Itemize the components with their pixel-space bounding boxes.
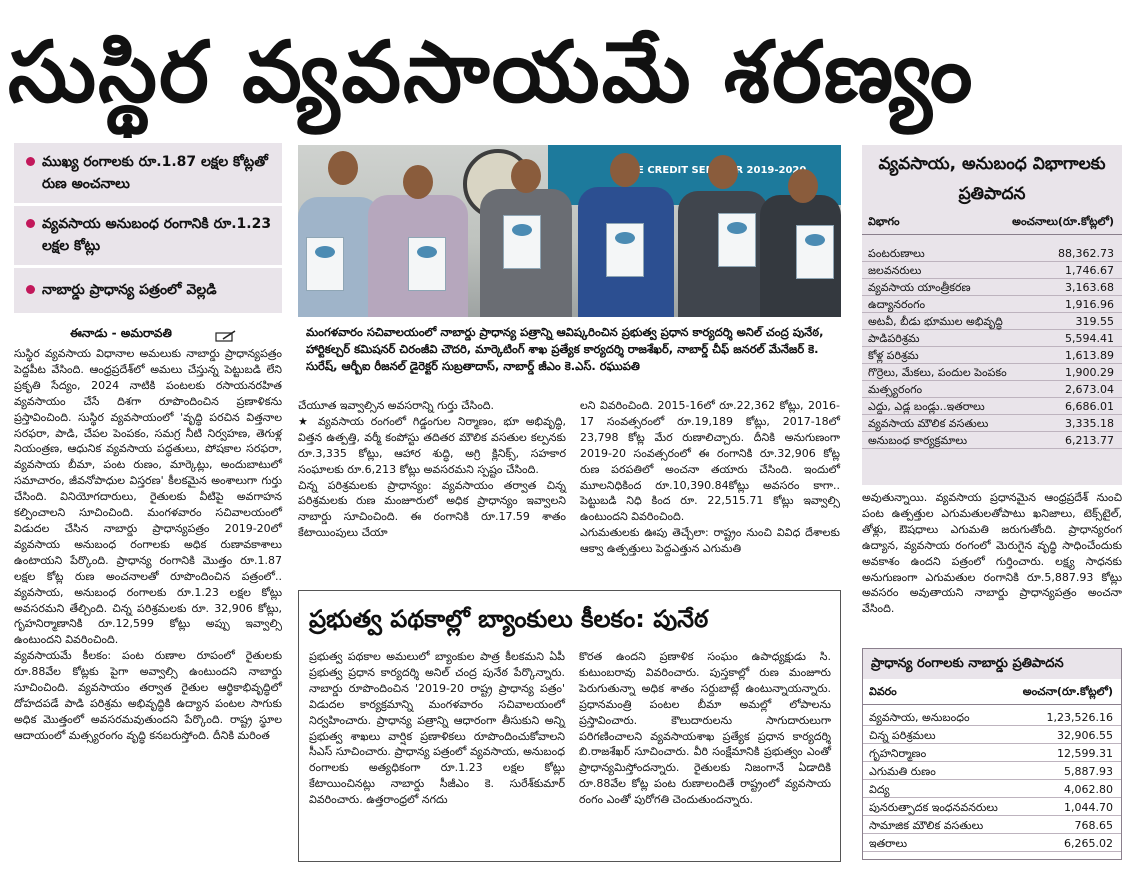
person-head (610, 153, 640, 187)
person-head (708, 155, 738, 189)
table-cell: వ్యవసాయ మౌలిక వసతులు (868, 417, 989, 430)
highlight-item-1 (14, 145, 282, 201)
table-title: ప్రాధాన్య రంగాలకు నాబార్డు ప్రతిపాదన (863, 649, 1121, 679)
table-cell: అటవీ, బీడు భూముల అభివృద్ధి (868, 315, 1003, 328)
table-cell: 5,594.41 (1065, 332, 1114, 345)
table-cell: గొర్రెలు, మేకలు, పందుల పెంపకం (868, 366, 1007, 379)
highlight-item-3 (14, 273, 282, 307)
table-cell: వ్యవసాయ, అనుబంధం (869, 711, 970, 724)
person-head (403, 165, 433, 199)
bullet-icon (26, 157, 35, 166)
table-header-cell: అంచనాలు(రూ.కోట్లలో) (1012, 215, 1114, 228)
table-header-cell: అంచనా(రూ.కోట్లలో) (1022, 685, 1113, 698)
table-cell: 1,613.89 (1065, 349, 1114, 362)
table-row (862, 245, 1122, 262)
article-paragraph: అవుతున్నాయి. వ్యవసాయ ప్రధానమైన ఆంధ్రప్రదేశ్ నుంచి పంట ఉత్పత్తుల ఎగుమతులతోపాటు ఖనిజాలు, టెక్స్‌టైల్, తోళ్లు, ఔషధాలు ఎగుమతి జరుగుతోంది. ప్రాధాన్యరంగ ఉద్యాన, వ్యవసాయ రంగంలో మెరుగైన వృద్ధి సాధించేందుకు అవకాశం ఉందని పత్రంలో గుర్తించారు. లక్ష్య సాధనకు అనుగుణంగా ఎగుమతుల రంగానికి రూ.5,887.93 కోట్లు అవసరం అవుతాయని నాబార్డు ప్రాధాన్యపత్రం అంచనా వేసింది. (862, 491, 1122, 616)
table-cell: చిన్న పరిశ్రమలు (869, 729, 936, 742)
table-row (862, 296, 1122, 313)
report-booklet (408, 237, 446, 291)
allied-sectors-table-box (862, 145, 1122, 485)
table-header (862, 213, 1122, 235)
table-title: వ్యవసాయ, అనుబంధ విభాగాలకు ప్రతిపాదన (878, 154, 1106, 204)
table-cell: 319.55 (1075, 315, 1114, 328)
table-cell: 768.65 (1074, 819, 1113, 832)
table-cell: ఇతరాలు (869, 837, 908, 850)
table-row (863, 781, 1121, 798)
table-cell: 1,746.67 (1065, 264, 1114, 277)
table-cell: ఉద్యానరంగం (868, 298, 926, 311)
table-cell: అనుబంధ కార్యక్రమాలు (868, 434, 968, 447)
table-cell: 6,265.02 (1064, 837, 1113, 850)
table-cell: ఎద్దు, ఎడ్ల బండ్లు..ఇతరాలు (868, 400, 985, 413)
table-row (862, 381, 1122, 398)
article-paragraph: లని వివరించింది. 2015-16లో రూ.22,362 కోట్లు, 2016-17 సంవత్సరంలో రూ.19,189 కోట్లు, 2017-18లో 23,798 కోట్ల మేర రుణాలిచ్చారు. దీనికి అనుగుణంగా 2019-20 సంవత్సరంలో ఈ రంగానికి రూ.32,906 కోట్ల రుణ పరపతిలో అంచనా తయారు చేసింది. ఇందులో మూలనిధికింద రూ.10,390.84కోట్లు అవసరం కాగా.. పెట్టుబడి నిధి కింద రూ. 22,515.71 కోట్లు ఇవ్వాల్సి ఉంటుందని వివరించింది. (580, 399, 840, 524)
table-cell: 2,673.04 (1065, 383, 1114, 396)
photo-banner-text: CREDIT 2019-2020 (647, 165, 807, 176)
table-cell: ఎగుమతి రుణం (869, 765, 936, 778)
article-column-3 (580, 398, 840, 557)
table-cell: 1,23,526.16 (1046, 711, 1113, 724)
person-head (788, 169, 818, 203)
table-row (862, 330, 1122, 347)
table-cell: 5,887.93 (1064, 765, 1113, 778)
sub-story-headline: ప్రభుత్వ పథకాల్లో బ్యాంకులు కీలకం: పునేఠ (309, 605, 709, 633)
table-cell: 3,163.68 (1065, 281, 1114, 294)
table-cell: మత్స్యరంగం (868, 383, 923, 396)
table-row (862, 347, 1122, 364)
article-paragraph: ★ వ్యవసాయ రంగంలో గిడ్డంగుల నిర్మాణం, భూ అభివృద్ధి, విత్తన ఉత్పత్తి, వర్మీ కంపోస్టు తదితర మౌలిక వసతుల కల్పనకు రూ.3,335 కోట్లు, ఆహార శుద్ధి, అగ్రి క్లినిక్స్, సహకార సంఘాలకు రూ.6,213 కోట్లు అవసరమని స్పష్టం చేసింది. (298, 414, 566, 476)
table-row (863, 799, 1121, 816)
report-booklet (718, 213, 756, 267)
sub-story-column-1 (309, 649, 565, 808)
table-cell: సామాజిక మౌలిక వసతులు (869, 819, 984, 832)
dateline: ఈనాడు - అమరావతి (70, 326, 172, 340)
bullet-icon (26, 285, 35, 294)
table-row (862, 398, 1122, 415)
photo-caption: మంగళవారం సచివాలయంలో నాబార్డు ప్రాధాన్య పత్రాన్ని ఆవిష్కరించిన ప్రభుత్వ ప్రధాన కార్యదర్శి అనిల్ చంద్ర పునేఠ, హార్టికల్చర్ కమిషనర్ చిరంజీవి చౌదరి, మార్కెటింగ్ శాఖ ప్రత్యేక కార్యదర్శి రాజశేఖర్, నాబార్డ్ చీఫ్ జనరల్ మేనేజర్ కె. సురేష్, ఆర్బీఐ రీజనల్ డైరెక్టర్ సుబ్రతాదాస్, నాబార్డ్ జీఎం కె.ఎస్. రఘుపతి (306, 325, 824, 373)
table-cell: జలవనరులు (868, 264, 922, 277)
article-column-1 (14, 346, 282, 744)
table-cell: 88,362.73 (1058, 247, 1114, 260)
table-row (863, 709, 1121, 726)
table-cell: విద్య (869, 783, 890, 796)
report-booklet (796, 225, 834, 279)
table-row (862, 262, 1122, 279)
table-row (863, 835, 1121, 852)
table-header-cell: వివరం (869, 685, 897, 698)
person-head (328, 151, 358, 185)
pen-icon (215, 330, 237, 344)
highlight-item-2 (14, 207, 282, 263)
highlight-divider (14, 265, 282, 268)
table-row (862, 279, 1122, 296)
table-cell: పునరుత్పాదక ఇంధనవనరులు (869, 801, 998, 814)
article-paragraph: సుస్థిర వ్యవసాయ విధానాల అమలుకు నాబార్డు ప్రాధాన్యపత్రం పెద్దపీట వేసింది. ఆంధ్రప్రదేశ్‌లో అమలు చేస్తున్న పెట్టుబడి లేని ప్రకృతి సేద్యం, 2024 నాటికి పంటలకు రసాయనరహిత వ్యవసాయం చేసే దిశగా రూపొందించిన ప్రణాళికను ప్రస్తావించింది. సుస్థిర వ్యవసాయంలో 'వృద్ధి పరచిన విత్తనాల సరఫరా, పాడి, చేపల పెంపకం, సమగ్ర నీటి నిర్వహణ, తెగుళ్ల నియంత్రణ, ఆధునిక వ్యవసాయ పద్ధతులు, పోషకాల సరఫరా, వ్యవసాయ బీమా, పంట రుణం, మార్కెట్లు, అందుబాటులో సమాచారం, జీవనోపాధుల విస్తరణ' కీలకమైన అంశాలుగా గుర్తు చేసింది. వినియోగదారులు, రైతులకు వీటిపై అవగాహన కల్పించాలని సూచించింది. మంగళవారం సచివాలయంలో విడుదల చేసిన నాబార్డు ప్రాధాన్యపత్రం 2019-20లో వ్యవసాయ అనుబంధ రంగాలకు అధిక రుణావకాశాలు ఉంటాయని పేర్కొంది. ప్రాధాన్య రంగానికి మొత్తం రూ.1.87 లక్షల కోట్ల రుణ అంచనాలతో రూపొందించిన పత్రంలో.. వ్యవసాయ, అనుబంధ రంగాలకు రూ.1.23 లక్షల కోట్లు అవసరమని తేల్చింది. చిన్న పరిశ్రమలకు రూ. 32,906 కోట్లు, గృహనిర్మాణానికి రూ.12,599 కోట్లు అప్పు ఇవ్వాల్సి ఉంటుందని వివరించింది. (14, 347, 282, 647)
table-row (862, 364, 1122, 381)
report-booklet (306, 237, 344, 291)
table-cell: 4,062.80 (1064, 783, 1113, 796)
sub-story-box (298, 590, 841, 862)
table-cell: 3,335.18 (1065, 417, 1114, 430)
article-column-4 (862, 490, 1122, 617)
article-paragraph: చిన్న పరిశ్రమలకు ప్రాధాన్యం: వ్యవసాయం తర్వాత చిన్న పరిశ్రమలకు రుణ మంజూరులో అధిక ప్రాధాన్యం ఇవ్వాలని నాబార్డు సూచించింది. ఈ రంగానికి రూ.17.59 శాతం కేటాయింపులు చేయా (298, 478, 566, 540)
article-paragraph: చేయూత ఇవ్వాల్సిన అవసరాన్ని గుర్తు చేసింది. (298, 399, 495, 412)
table-cell: పాడిపరిశ్రమ (868, 332, 920, 345)
highlight-text-3: నాబార్డు ప్రాధాన్య పత్రంలో వెల్లడి (42, 282, 217, 298)
highlights-box (14, 143, 282, 313)
table-cell: 12,599.31 (1057, 747, 1113, 760)
highlight-text-2: వ్యవసాయ అనుబంధ రంగానికి రూ.1.23 లక్షల కోట్లు (42, 216, 272, 254)
table-row (862, 313, 1122, 330)
table-cell: వ్యవసాయ యాంత్రీకరణ (868, 281, 971, 294)
report-booklet (503, 215, 541, 269)
headline: సుస్థిర వ్యవసాయమే శరణ్యం (8, 23, 975, 121)
table-cell: పంటరుణాలు (868, 247, 925, 260)
sub-story-column-2 (579, 649, 831, 808)
highlight-text-1: ముఖ్య రంగాలకు రూ.1.87 లక్షల కోట్లతో రుణ అంచనాలు (42, 154, 268, 192)
table-row (863, 727, 1121, 744)
table-cell: 1,044.70 (1064, 801, 1113, 814)
table-cell: 1,900.29 (1065, 366, 1114, 379)
table-cell: 1,916.96 (1065, 298, 1114, 311)
article-paragraph: వ్యవసాయమే కీలకం: పంట రుణాల రూపంలో రైతులకు రూ.88వేల కోట్లకు పైగా అవ్వాల్సి ఉంటుందని నాబార్డు సూచించింది. వ్యవసాయం తర్వాత రైతుల ఆర్థికాభివృద్ధిలో దోహదపడే పాడి పరిశ్రమ అభివృద్ధికి ఉద్యాన పంటల సాగుకు అధిక మొత్తంలో అవసరమవుతుందని పేర్కొంది. రాష్ట్ర స్థూల ఆదాయంలో మత్స్యరంగం వృద్ధి కనబరుస్తోంది. దీనికి మరింత (14, 649, 282, 742)
bullet-icon (26, 219, 35, 228)
article-paragraph: ప్రభుత్వ పథకాల అమలులో బ్యాంకుల పాత్ర కీలకమని ఏపీ ప్రభుత్వ ప్రధాన కార్యదర్శి అనిల్ చంద్ర పునేఠ పేర్కొన్నారు. నాబార్డు రూపొందించిన '2019-20 రాష్ట్ర ప్రాధాన్య పత్రం' విడుదల కార్యక్రమాన్ని మంగళవారం సచివాలయంలో నిర్వహించారు. ప్రాధాన్య పత్రాన్ని ఆధారంగా తీసుకుని అన్ని ప్రభుత్వ శాఖలు వార్షిక ప్రణాళికలు రూపొందించుకోవాలని సీఎస్ సూచించారు. ప్రాధాన్య పత్రంలో వ్యవసాయ, అనుబంధ రంగాలకు అత్యధికంగా రూ.1.23 లక్షల కోట్లు కేటాయించినట్లు నాబార్డు సీజీఎం కె. సురేశ్‌కుమార్ వివరించారు. ఉత్తరాంధ్రలో నగదు (309, 650, 565, 807)
article-paragraph: ఎగుమతులకు ఊపు తెచ్చేలా: రాష్ట్రం నుంచి వివిధ దేశాలకు ఆక్వా ఉత్పత్తులు పెద్దఎత్తున ఎగుమతి (580, 526, 840, 556)
table-row (863, 745, 1121, 762)
table-row (863, 817, 1121, 834)
article-column-2 (298, 398, 566, 541)
table-cell: కోళ్ల పరిశ్రమ (868, 349, 919, 362)
table-header (863, 683, 1121, 705)
table-row (862, 415, 1122, 432)
article-paragraph: కొరత ఉందని ప్రణాళిక సంఘం ఉపాధ్యక్షుడు సి. కుటుంబరావు వివరించారు. పుస్తకాల్లో రుణ మంజూరు పెరుగుతున్నా అధిక శాతం సర్దుబాట్లే ఉంటున్నాయన్నారు. ప్రధానమంత్రి పంటల బీమా అమల్లో లోపాలను ప్రస్తావించారు. కౌలుదారులను సాగుదారులుగా పరిగణించాలని వ్యవసాయశాఖ ప్రత్యేక ప్రధాన కార్యదర్శి బి.రాజశేఖర్ సూచించారు. వీరి సంక్షేమానికి ప్రభుత్వం ఎంతో ప్రాధాన్యమిస్తోందన్నారు. రైతులకు నిజంగానే ఏడాదికి రూ.88వేల కోట్ల పంట రుణాలందితే రాష్ట్రంలో వ్యవసాయ రంగం ఎంతో పురోగతి చెందుతుందన్నారు. (579, 650, 831, 807)
news-photo (298, 145, 841, 317)
table-row (863, 763, 1121, 780)
highlight-divider (14, 203, 282, 206)
priority-sectors-table-box (862, 648, 1122, 860)
table-cell: గృహనిర్మాణం (869, 747, 927, 760)
person-head (511, 159, 541, 193)
table-cell: 6,213.77 (1065, 434, 1114, 447)
table-cell: 6,686.01 (1065, 400, 1114, 413)
report-booklet (606, 223, 644, 277)
table-row (862, 432, 1122, 449)
table-header-cell: విభాగం (868, 215, 900, 228)
table-cell: 32,906.55 (1057, 729, 1113, 742)
